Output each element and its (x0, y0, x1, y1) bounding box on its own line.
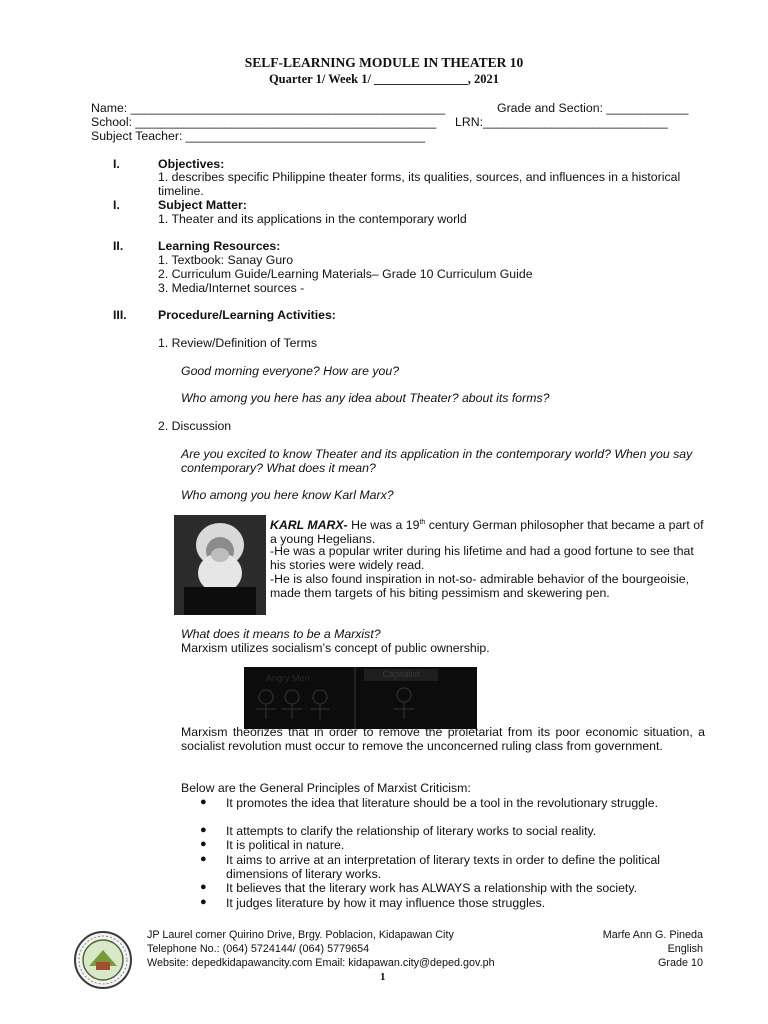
lrn-field: LRN:___________________________ (455, 115, 668, 129)
list-item: ● It aims to arrive at an interpretation of literary texts in order to define the political dimensions of literary works. (200, 853, 661, 881)
subject-matter-item: 1. Theater and its applications in the contemporary world (158, 212, 467, 226)
karl-marx-portrait (174, 515, 266, 615)
procedure-heading: Procedure/Learning Activities: (158, 308, 336, 322)
discussion-item: 2. Discussion (158, 419, 232, 433)
footer-grade: Grade 10 (657, 957, 703, 969)
marx-name: KARL MARX- (270, 518, 348, 533)
module-subtitle: Quarter 1/ Week 1/ _______________, 2021 (268, 72, 500, 86)
resources-heading: Learning Resources: (158, 239, 281, 253)
objectives-heading: Objectives: (158, 157, 225, 171)
footer-address: JP Laurel corner Quirino Drive, Brgy. Poblacion, Kidapawan City (147, 929, 454, 941)
footer-author: Marfe Ann G. Pineda (602, 929, 703, 941)
grade-section-field: Grade and Section: ____________ (497, 101, 689, 115)
review-item: 1. Review/Definition of Terms (158, 336, 318, 350)
subject-matter-heading: Subject Matter: (158, 198, 247, 212)
module-title: SELF-LEARNING MODULE IN THEATER 10 (244, 55, 524, 70)
procedure-number: III. (113, 308, 127, 322)
footer-subject: English (667, 943, 703, 955)
resource-item: 1. Textbook: Sanay Guro (158, 253, 294, 267)
list-item: ● It attempts to clarify the relationship of literary works to social reality. (200, 824, 597, 838)
marx-description-1: KARL MARX- He was a 19th century German philosopher that became a part of a young Hegelians. (270, 518, 704, 547)
subject-matter-number: I. (113, 198, 120, 212)
angry-men-label: Angry Men (266, 673, 310, 683)
footer-web-email: Website: depedkidapawancity.com Email: kidapawan.city@deped.gov.ph (147, 957, 495, 969)
school-field: School: ____________________________________________ (91, 115, 437, 129)
resources-number: II. (113, 239, 124, 253)
page-number: 1 (380, 971, 386, 983)
name-field: Name: ______________________________________________ (91, 101, 446, 115)
angry-men-illustration (244, 667, 477, 729)
list-item: ● It judges literature by how it may influence those struggles. (200, 896, 546, 910)
principles-intro: Below are the General Principles of Marxist Criticism: (181, 781, 471, 795)
question-marx: Who among you here know Karl Marx? (181, 488, 394, 502)
marxist-question: What does it means to be a Marxist? (181, 627, 381, 641)
question-theater: Who among you here has any idea about Theater? about its forms? (181, 391, 550, 405)
question-greeting: Good morning everyone? How are you? (181, 364, 400, 378)
marxism-theory: Marxism theorizes that in order to remove the proletariat from its poor economic situation, a socialist revolution must occur to remove the unconcerned ruling class from government. (181, 725, 705, 753)
resource-item: 3. Media/Internet sources - (158, 281, 305, 295)
teacher-field: Subject Teacher: ___________________________________ (91, 129, 426, 143)
question-contemporary: Are you excited to know Theater and its application in the contemporary world? When you say contemporary? What does it mean? (181, 447, 693, 475)
list-item: ● It promotes the idea that literature should be a tool in the revolutionary struggle. (200, 796, 659, 810)
deped-seal-icon (72, 930, 134, 990)
stick-figures-icon (244, 667, 477, 729)
marx-description-3: -He is also found inspiration in not-so- admirable behavior of the bourgeoisie, made them targets of his biting pessimism and skewering pen. (270, 572, 690, 600)
capitalist-label: Capitalist (364, 669, 438, 681)
marx-description-2: -He was a popular writer during his lifetime and had a good fortune to see that his stories were widely read. (270, 544, 694, 572)
objectives-number: I. (113, 157, 120, 171)
footer-phone: Telephone No.: (064) 5724144/ (064) 5779654 (147, 943, 370, 955)
list-item: ● It believes that the literary work has ALWAYS a relationship with the society. (200, 881, 637, 895)
marxist-answer: Marxism utilizes socialism’s concept of public ownership. (181, 641, 490, 655)
objectives-text: 1. describes specific Philippine theater forms, its qualities, sources, and influences in a historical timeline. (158, 170, 681, 198)
list-item: ● It is political in nature. (200, 838, 345, 852)
resource-item: 2. Curriculum Guide/Learning Materials– Grade 10 Curriculum Guide (158, 267, 533, 281)
